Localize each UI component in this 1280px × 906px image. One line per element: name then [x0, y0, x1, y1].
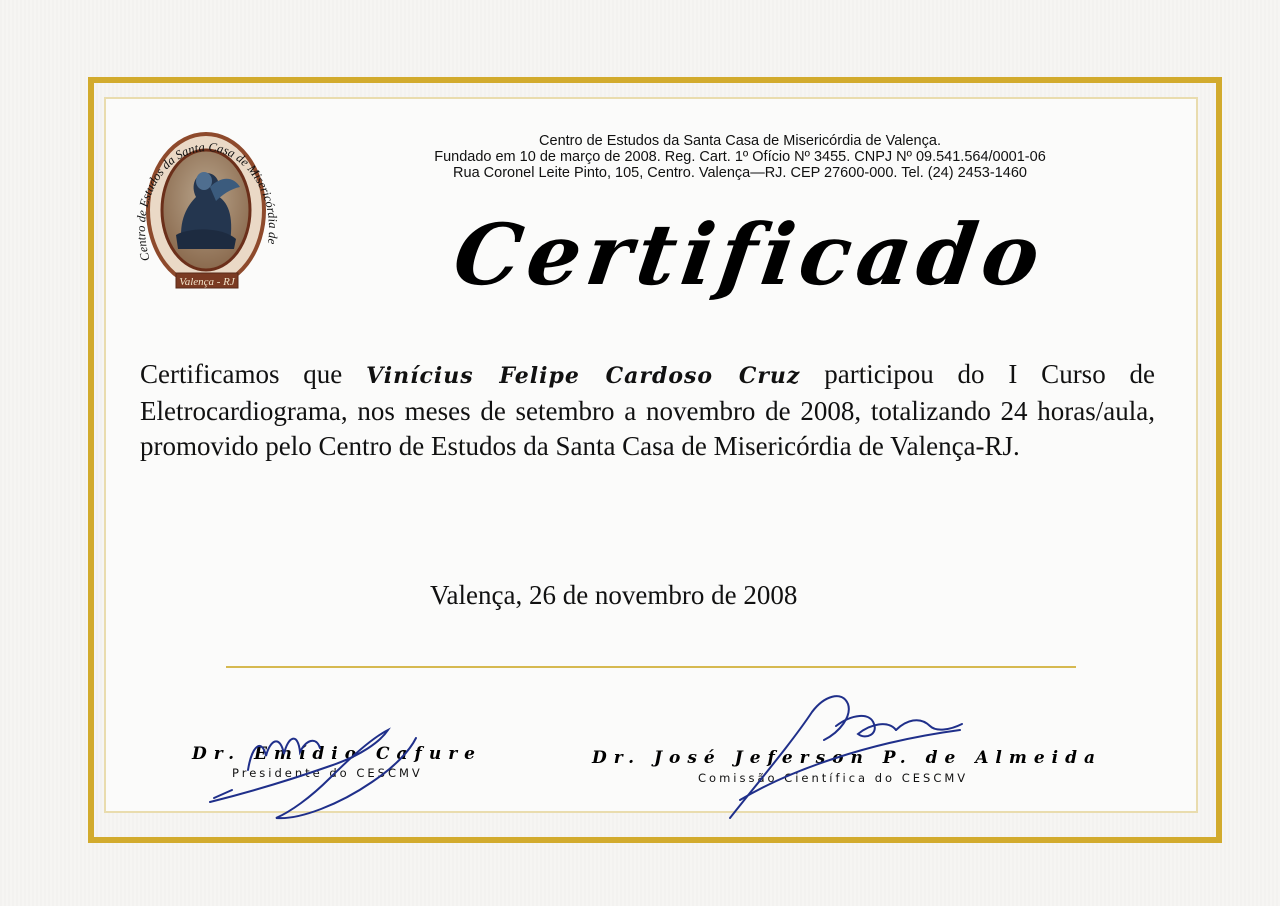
- signer-role-scientific: Comissão Científica do CESCMV: [698, 771, 969, 785]
- header-line-address: Rua Coronel Leite Pinto, 105, Centro. Valença—RJ. CEP 27600-000. Tel. (24) 2453-1460: [453, 165, 1027, 181]
- header-line-name: Centro de Estudos da Santa Casa de Misericórdia de Valença.: [539, 133, 941, 149]
- signer-name-president: Dr. Emídio Cafure: [192, 744, 482, 764]
- signature-scientific: [730, 696, 962, 818]
- recipient-name: Vinícius Felipe Cardoso Cruz: [366, 363, 801, 389]
- signature-president: [210, 730, 416, 818]
- seal-banner-text: Valença - RJ: [179, 276, 235, 288]
- signer-name-scientific: Dr. José Jeferson P. de Almeida: [592, 748, 1103, 768]
- certificate-title: Certificado: [448, 205, 1052, 304]
- header-line-registration: Fundado em 10 de março de 2008. Reg. Cart. 1º Ofício Nº 3455. CNPJ Nº 09.541.564/0001-06: [434, 149, 1046, 165]
- seal-arc-text: Centro de Estudos da Santa Casa de Misericórdia de: [133, 139, 280, 263]
- body-prefix: Certificamos que: [140, 359, 343, 389]
- body-suffix: participou do I Curso de Eletrocardiograma, nos meses de setembro a novembro de 2008, totalizando 24 horas/aula, promovido pelo Centro de Estudos da Santa Casa de Misericórdia de Valença-RJ.: [140, 359, 1156, 461]
- signer-role-president: Presidente do CESCMV: [232, 766, 423, 780]
- issue-date: Valença, 26 de novembro de 2008: [430, 580, 798, 610]
